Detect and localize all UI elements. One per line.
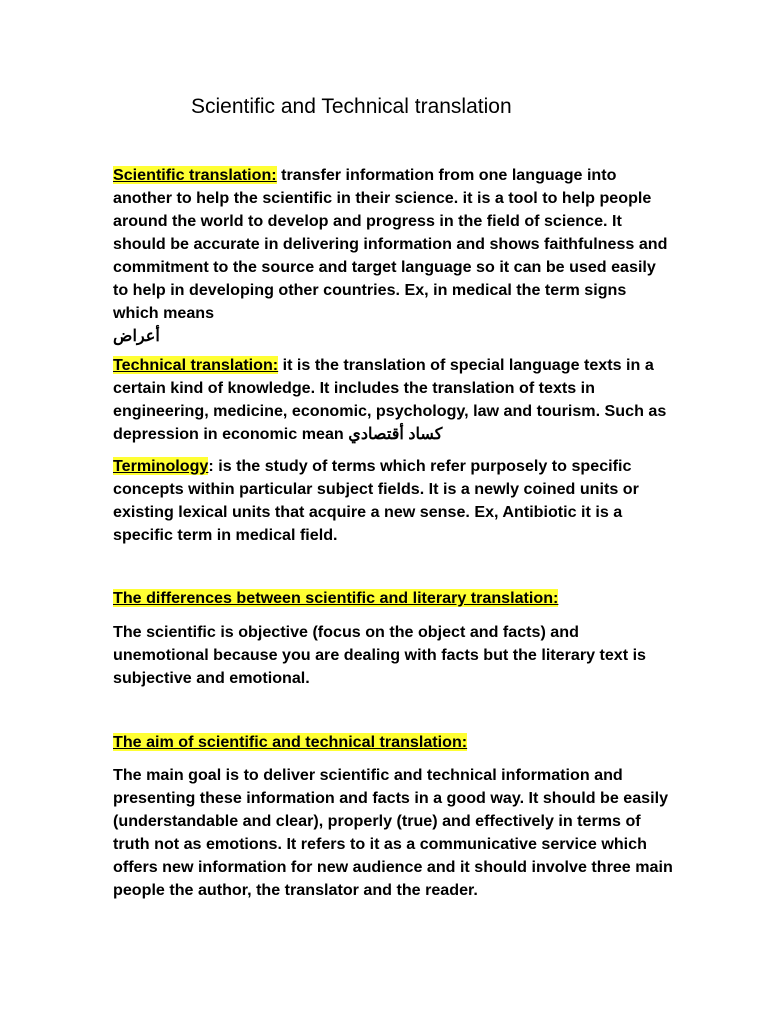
section-text-technical-translation: it is the translation of special language texts in a certain kind of knowledge. It includes the translation of texts in engineering, medicine, economic, psychology, law and tourism. Such as depression in economic mean (113, 356, 667, 443)
section-technical-translation (113, 354, 673, 446)
section-terminology (113, 455, 673, 547)
section-label-terminology: Terminology (113, 457, 209, 475)
section-text-aim: The main goal is to deliver scientific and technical information and presenting these information and facts in a good way. It should be easily (understandable and clear), properly (true) and effectively in terms of truth not as emotions. It refers to it as a communicative service which offers new information for new audience and it should involve three main people the author, the translator and the reader. (113, 766, 673, 899)
section-text-scientific-translation: transfer information from one language into another to help the scientific in their science. it is a tool to help people around the world to develop and progress in the field of science. It should be accurate in delivering information and shows faithfulness and commitment to the source and target language so it can be used easily to help in developing other countries. Ex, in medical the term signs which means (113, 166, 668, 322)
section-label-technical-translation: Technical translation: (113, 356, 279, 374)
arabic-term-economic-depression: كساد أقتصادي (348, 425, 443, 443)
section-label-scientific-translation: Scientific translation: (113, 166, 277, 184)
arabic-term-symptoms: أعراض (113, 327, 160, 345)
heading-aim (113, 731, 673, 754)
section-label-aim: The aim of scientific and technical translation: (113, 733, 468, 751)
section-label-differences: The differences between scientific and literary translation: (113, 589, 559, 607)
section-scientific-translation (113, 164, 673, 348)
heading-differences (113, 587, 673, 610)
document-title: Scientific and Technical translation (191, 95, 512, 118)
section-text-terminology: : is the study of terms which refer purposely to specific concepts within particular subject fields. It is a newly coined units or existing lexical units that acquire a new sense. Ex, Antibiotic it is a specific term in medical field. (113, 457, 639, 544)
section-text-differences: The scientific is objective (focus on the object and facts) and unemotional because you are dealing with facts but the literary text is subjective and emotional. (113, 623, 647, 687)
